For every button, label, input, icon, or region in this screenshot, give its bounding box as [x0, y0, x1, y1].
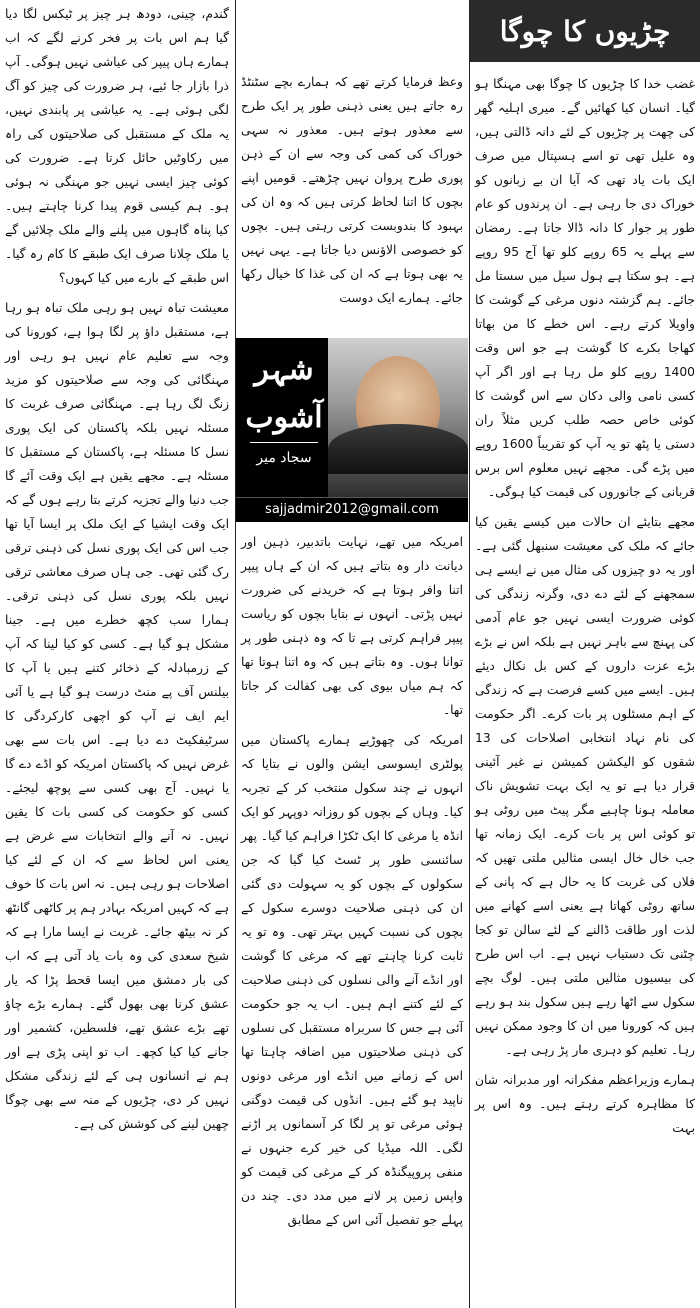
column-divider: [235, 0, 236, 1308]
left-column-body: [0, 0, 234, 1136]
column-right: [470, 0, 700, 1308]
middle-column-bottom: [236, 530, 468, 1232]
paragraph: غضب خدا کا چڑیوں کا چوگا بھی مہنگا ہو گیا۔ انسان کیا کھائیں گے۔ میری اہلیہ گھر کی چھت پر چڑیوں کے لئے دانہ ڈالتی ہیں، وہ علیل تھی تو اسے ہسپتال میں صرف ایک بات یاد تھی کہ آیا ان بے زبانوں کو خوراک دی جا رہی ہے۔ ان پرندوں کو عام طور پر جوار کا دانہ ڈالا جاتا ہے۔ رمضان سے پہلے یہ 65 روپے کلو تھا آج 95 روپے ہے۔ ہو سکتا ہے ہول سیل میں سستا مل جائے۔ ہم گزشتہ دنوں مرغی کے گوشت کا واویلا کرتے رہے۔ اس خطے کا من بھاتا کھاجا بکرے کا گوشت ہے جو اس وقت 1400 روپے کلو مل رہا ہے اور اگر آپ کسی نامی والی دکان سے اس گوشت کا کوئی خاص حصہ طلب کریں مثلاً ران دستی یا پٹھ تو یہ آپ کو تقریباً 1600 روپے میں پڑے گی۔ مجھے نہیں معلوم اس برس قربانی کے جانوروں کی قیمت کیا ہوگی۔: [475, 77, 695, 499]
author-email: sajjadmir2012@gmail.com: [236, 497, 468, 522]
paragraph: امریکہ میں تھے، نہایت باتدبیر، ذہین اور دیانت دار وہ بتاتے ہیں کہ ان کے ہاں پیپر اتنا وافر ہوتا ہے کہ خریدنے کی ضرورت نہیں پڑتی۔ انہوں نے بتایا بچوں کو ریاست پیپر فراہم کرتی ہے تا کہ وہ ذہنی طور پر توانا ہوں۔ وہ بتاتے ہیں کہ وہ اتنا ہوتا تھا کہ ہم میاں بیوی کی بھی کفالت کر جاتا تھا۔: [241, 535, 463, 717]
paragraph: وعظ فرمایا کرتے تھے کہ ہمارے بچے سٹنٹڈ رہ جاتے ہیں یعنی ذہنی طور پر ایک طرح سے معذور ہوتے ہیں۔ معذور نہ سہی خوراک کی کمی کی وجہ سے ان کے ذہن پوری طرح پروان نہیں چڑھتے۔ قومیں اپنے بچوں کا اتنا لحاظ کرتی ہیں کہ وہ ان کی بہبود کا بندوبست کرتی رہتی ہیں۔ بچوں کو خصوصی الاؤنس دیا جاتا ہے۔ یہی نہیں یہ بھی ہوتا ہے کہ ان کی غذا کا خیال رکھا جائے۔ ہمارے ایک دوست: [241, 75, 463, 305]
paragraph: ہمارے وزیراعظم مفکرانہ اور مدبرانہ شان کا مظاہرہ کرتے رہتے ہیں۔ وہ اس پر بہت: [475, 1073, 695, 1135]
author-photo: [328, 338, 468, 498]
paragraph: گندم، چینی، دودھ ہر چیز پر ٹیکس لگا دیا گیا ہم اس بات پر فخر کرنے لگے کہ اب ہمارے ہاں پیپر کی عیاشی نہیں ہوگی۔ آپ ذرا بازار جا ئیے، ہر ضرورت کی چیز کو آگ لگی ہوئی ہے۔ یہ عیاشی پر پابندی نہیں، یہ ملک کے مستقبل کی صلاحیتوں کی راہ میں رکاوٹیں حائل کرتا ہے۔ ضرورت کی کوئی چیز ایسی نہیں جو مہنگی نہ ہوئی ہو۔ ہم کیسی قوم پیدا کرنا چاہتے ہیں۔ کیا پناہ گاہوں میں پلنے والے ملک چلائیں گے یا ملک چلانا صرف ایک طبقے کا کام رہ گیا۔ اس طبقے کے بارے میں کیا کہوں؟: [5, 7, 229, 285]
column-logo: [242, 346, 326, 496]
author-name: سجاد میر: [250, 442, 318, 473]
author-byline-box: [236, 338, 468, 522]
author-suit: [328, 424, 468, 474]
paragraph: معیشت تباہ نہیں ہو رہی ملک تباہ ہو رہا ہے، مستقبل داؤ پر لگا ہوا ہے، کورونا کی وجہ سے تعلیم عام نہیں ہو رہی اور مہنگائی کی وجہ سے صلاحیتوں کو مزید زنگ لگ رہا ہے۔ مہنگائی صرف غربت کا مسئلہ نہیں بلکہ پاکستان کی ایک پوری نسل کا مسئلہ ہے، پاکستان کے مستقبل کا مسئلہ ہے۔ مجھے یقین ہے ایک وقت آئے گا جب دنیا والے تجزیہ کرتے بتا رہے ہوں گے کہ ایک وقت ایشیا کے ایک ملک پر ایسا آیا تھا جب اس کی ایک پوری نسل کی ذہنی ترقی رک گئی تھی۔ جی ہاں صرف معاشی ترقی نہیں بلکہ پوری نسل کی ذہنی ترقی۔ ہمارا سب کچھ خطرے میں ہے۔ جینا مشکل ہو گیا ہے۔ کسی کو کیا لینا کہ آپ کے زرمبادلہ کے ذخائر کتنے ہیں یا آپ کا بیلنس آف پے منٹ درست ہو گیا ہے یا آئی ایم ایف نے آپ کو اچھی کارکردگی کا سرٹیفکیٹ دے دیا ہے۔ اس بات سے بھی غرض نہیں کہ پاکستان امریکہ کو اڈے دے گا یا نہیں۔ آج بھی کسی سے پوچھ لیجئے۔ کسی کو حکومت کی کسی بات کا یقین نہیں۔ نہ آنے والے انتخابات سے غرض ہے یعنی اس لحاظ سے کہ ان کے لئے کیا اصلاحات ہو رہی ہیں۔ نہ اس بات کا خوف ہے کہ کہیں امریکہ بہادر ہم پر کاٹھی گانٹھ کر نہ بیٹھ جائے۔ غربت نے ایسا مارا ہے کہ شیخ سعدی کی وہ بات یاد آتی ہے کہ اب کی بار دمشق میں ایسا قحط پڑا کہ یار عشق کرنا بھی بھول گئے۔ ہمارے بڑے چاؤ تھے بڑے عشق تھے، فلسطین، کشمیر اور جانے کیا کیا کچھ۔ اب تو اپنی پڑی ہے اور ہم نے انسانوں ہی کے لئے زندگی مشکل نہیں کر دی، چڑیوں کے منہ سے بھی چوگا چھین لینے کی کوشش کی ہے۔: [5, 301, 229, 1131]
column-divider: [469, 0, 470, 1308]
article-title: چڑیوں کا چوگا: [470, 0, 700, 62]
middle-column-top: [236, 70, 468, 310]
paragraph: مجھے بتایئے ان حالات میں کیسے یقین کیا جائے کہ ملک کی معیشت سنبھل گئی ہے۔ اور یہ دو چیزوں کی مثال میں نے ایسے ہی سمجھنے کے لئے دے دی، وگرنہ زندگی کی کوئی ضرورت ایسی نہیں جو عام آدمی کی پہنچ سے باہر نہیں ہے بلکہ اس نے بڑے بڑے عزت داروں کے کس بل نکال دیئے ہیں۔ ایسے میں کسے فرصت ہے کہ زندگی کے اہم مسئلوں پر بات کرے۔ اگر حکومت کی نام نہاد انتخابی اصلاحات کی 13 شقوں کو الیکشن کمیشن نے غیر آئینی قرار دیا ہے تو یہ ایک بہت تشویش ناک معاملہ ہونا چاہیے مگر پیٹ میں روٹی ہو تو کوئی اس پر بات کرے۔ ایک زمانہ تھا جب خال خال ایسی مثالیں ملتی تھیں کہ فلاں کی غربت کا یہ حال ہے کہ پانی کے ساتھ روٹی کھاتا ہے یعنی اسے کھانے میں لذت اور طاقت ڈالنے کے لئے سالن تو کجا چٹنی تک دستیاب نہیں ہے۔ اب اس طرح کی بیسیوں مثالیں ملتی ہیں۔ لوگ بچے سکول سے اٹھا رہے ہیں سکول بند ہو رہے ہیں کہ کورونا میں ان کا وجود ممکن نہیں رہا۔ تعلیم کو دہری مار پڑ رہی ہے۔: [475, 515, 695, 1057]
column-logo-word: شہر: [254, 352, 314, 387]
column-logo-word: آشوب: [245, 400, 323, 435]
column-middle: [236, 0, 468, 1308]
paragraph: امریکہ کی چھوڑیے ہمارے پاکستان میں پولٹری ایسوسی ایشن والوں نے بتایا کہ انہوں نے چند سکول منتخب کر کے تجربہ کیا۔ وہاں کے بچوں کو روزانہ دوپہر کو ایک انڈہ یا مرغی کا ایک ٹکڑا فراہم کیا گیا۔ پھر سائنسی طور پر ٹسٹ کیا گیا کہ جن سکولوں کے بچوں کو یہ سہولت دی گئی ان کی ذہنی صلاحیت دوسرے سکول کے بچوں کی نسبت کہیں بہتر تھی۔ وہ تو یہ ثابت کرنا چاہتے تھے کہ مرغی کا گوشت اور انڈے آنے والی نسلوں کی ذہنی صلاحیت کے لئے کتنے اہم ہیں۔ اب یہ جو حکومت آئی ہے جس کا سربراہ مستقبل کی نسلوں کی ذہنی صلاحیتوں میں اضافہ چاہتا تھا اس کے زمانے میں انڈے اور مرغی دونوں ناپید ہو گئے ہیں۔ انڈوں کی قیمت دوگنی ہوئی مرغی تو پر لگا کر آسمانوں پر اڑنے لگی۔ اللہ میڈیا کی خیر کرے جنہوں نے منفی پروپیگنڈہ کر کے مرغی کی قیمت کو واپس زمین پر لانے میں مدد دی۔ چند دن پہلے جو تفصیل آئی اس کے مطابق: [241, 733, 463, 1227]
right-column-body: [470, 62, 700, 1140]
column-left: [0, 0, 234, 1308]
